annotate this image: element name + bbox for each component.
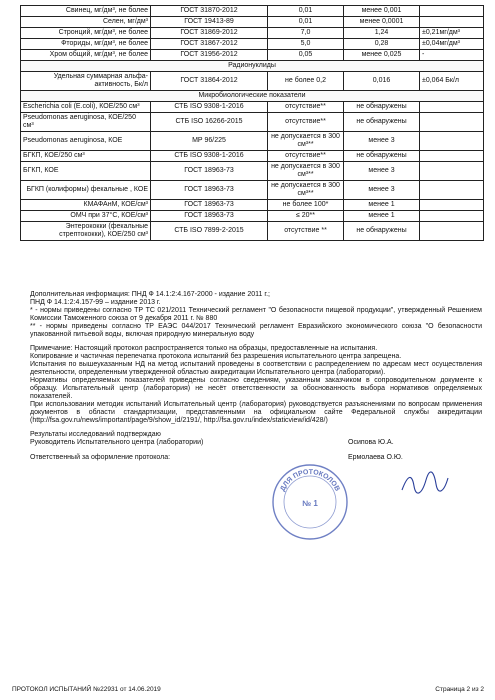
test-method: ГОСТ 19413-89	[151, 17, 268, 28]
uncertainty-value: ±0,21мг/дм³	[420, 28, 484, 39]
uncertainty-value	[420, 102, 484, 113]
result-value: не обнаружены	[344, 151, 420, 162]
section-row	[21, 91, 484, 102]
result-value: менее 3	[344, 132, 420, 151]
indicator-name: Селен, мг/дм³	[21, 17, 151, 28]
norm-value: ≤ 20**	[268, 211, 344, 222]
indicator-name: Энтерококки (фекальные стрептококки), КОЕ/250 см³	[21, 222, 151, 241]
results-table	[20, 5, 484, 241]
norm-value: не допускается в 300 см³**	[268, 132, 344, 151]
stamp-top-text: ДЛЯ ПРОТОКОЛОВ	[279, 468, 341, 493]
uncertainty-value	[420, 6, 484, 17]
norm-value: отсутствие**	[268, 102, 344, 113]
indicator-name: Свинец, мг/дм³, не более	[21, 6, 151, 17]
table-row	[21, 113, 484, 132]
norm-value: 0,05	[268, 50, 344, 61]
result-value: 1,24	[344, 28, 420, 39]
uncertainty-value: -	[420, 50, 484, 61]
result-value: 0,28	[344, 39, 420, 50]
footnote-double-star: ** - нормы приведены согласно ТР ЕАЭС 044/2017 Технический регламент Евразийского экономического союза "О безопасности упакованной питьевой воды, включая природную минеральную воду	[30, 323, 482, 338]
page-number: Страница 2 из 2	[435, 686, 484, 693]
table-row	[21, 72, 484, 91]
uncertainty-value	[420, 151, 484, 162]
uncertainty-value	[420, 17, 484, 28]
test-method: СТБ ISO 9308-1-2016	[151, 151, 268, 162]
indicator-name: БГКП (колиформы) фекальные , КОЕ	[21, 181, 151, 200]
confirmation-line: Результаты исследований подтверждаю	[30, 431, 161, 438]
result-value: не обнаружены	[344, 222, 420, 241]
handwritten-signature	[400, 470, 450, 496]
test-method: СТБ ISO 9308-1-2016	[151, 102, 268, 113]
uncertainty-value	[420, 113, 484, 132]
indicator-name: Хром общий, мг/дм³, не более	[21, 50, 151, 61]
test-method: ГОСТ 18963-73	[151, 211, 268, 222]
table-row	[21, 132, 484, 151]
stamp-number: № 1	[302, 499, 318, 508]
table-row	[21, 102, 484, 113]
norm-value: не допускается в 300 см³**	[268, 181, 344, 200]
indicator-name: Фториды, мг/дм³, не более	[21, 39, 151, 50]
test-method: МР 96/225	[151, 132, 268, 151]
norm-value: отсутствие**	[268, 151, 344, 162]
section-row	[21, 61, 484, 72]
methods-paragraph: При использовании методик испытаний Испытательный центр (лаборатория) руководствуется разъяснениями по вопросам применения документов в области стандартизации, представленными на официальном сайте Федеральной службы аккредитации (http://fsa.gov.ru/news/important/page/9/show_id/2191/, http://fsa.gov.ru/index/staticview/id/428/)	[30, 401, 482, 424]
indicator-name: ОМЧ при 37°С, КОЕ/см³	[21, 211, 151, 222]
indicator-name: Pseudomonas aeruginosa, КОЕ/250 см³	[21, 113, 151, 132]
result-value: не обнаружены	[344, 102, 420, 113]
remark-paragraph: Примечание: Настоящий протокол распространяется только на образцы, предоставленные на испытания.	[30, 345, 378, 352]
footnote-single-star: * - нормы приведены согласно ТР ТС 021/2011 Технический регламент "О безопасности пищевой продукции", утвержденный Решением Комиссии Таможенного союза от 9 декабря 2011 г. № 880	[30, 307, 482, 322]
uncertainty-value: ±0,04мг/дм³	[420, 39, 484, 50]
table-row	[21, 222, 484, 241]
table-row	[21, 211, 484, 222]
test-method: ГОСТ 31870-2012	[151, 6, 268, 17]
table-row	[21, 17, 484, 28]
test-method: СТБ ISO 16266-2015	[151, 113, 268, 132]
norm-value: 0,01	[268, 17, 344, 28]
uncertainty-value	[420, 181, 484, 200]
result-value: менее 1	[344, 211, 420, 222]
norm-value: 5,0	[268, 39, 344, 50]
norm-value: 0,01	[268, 6, 344, 17]
indicator-name: Удельная суммарная альфа-активность, Бк/л	[21, 72, 151, 91]
test-method: ГОСТ 18963-73	[151, 181, 268, 200]
section-heading-microbiology: Микробиологические показатели	[21, 91, 484, 102]
result-value: не обнаружены	[344, 113, 420, 132]
protocol-number: ПРОТОКОЛ ИСПЫТАНИЙ №22931 от 14.06.2019	[12, 686, 161, 693]
uncertainty-value	[420, 162, 484, 181]
indicator-name: КМАФАнМ, КОЕ/см³	[21, 200, 151, 211]
result-value: менее 3	[344, 181, 420, 200]
head-label: Руководитель Испытательного центра (лаборатории)	[30, 439, 204, 446]
uncertainty-value	[420, 222, 484, 241]
result-value: менее 0,001	[344, 6, 420, 17]
head-name: Осипова Ю.А.	[348, 439, 394, 446]
uncertainty-value	[420, 211, 484, 222]
test-method: ГОСТ 18963-73	[151, 200, 268, 211]
table-row	[21, 200, 484, 211]
table-row	[21, 39, 484, 50]
head-signature-row	[30, 439, 482, 448]
indicator-name: БГКП, КОЕ	[21, 162, 151, 181]
test-method: ГОСТ 31956-2012	[151, 50, 268, 61]
indicator-name: БГКП, КОЕ/250 см³	[21, 151, 151, 162]
table-row	[21, 151, 484, 162]
table-row	[21, 6, 484, 17]
responsible-name: Ермолаева О.Ю.	[348, 454, 403, 461]
indicator-name: Pseudomonas aeruginosa, КОЕ	[21, 132, 151, 151]
section-heading-radionuclides: Радионуклиды	[21, 61, 484, 72]
table-row	[21, 28, 484, 39]
uncertainty-value: ±0,064 Бк/л	[420, 72, 484, 91]
tests-paragraph: Испытания по вышеуказанным НД на метод испытаний проведены в соответствии с распределением по адресам мест осуществления деятельности, определенным утвержденной областью аккредитации Испытательного центра (лаборатории).	[30, 361, 482, 376]
responsible-label: Ответственный за оформление протокола:	[30, 454, 171, 461]
result-value: менее 0,0001	[344, 17, 420, 28]
norm-value: не допускается в 300 см³**	[268, 162, 344, 181]
result-value: менее 3	[344, 162, 420, 181]
round-stamp	[270, 462, 350, 542]
indicator-name: Стронций, мг/дм³, не более	[21, 28, 151, 39]
uncertainty-value	[420, 200, 484, 211]
result-value: менее 0,025	[344, 50, 420, 61]
uncertainty-value	[420, 132, 484, 151]
protocol-notes	[30, 291, 482, 463]
test-method: ГОСТ 31864-2012	[151, 72, 268, 91]
norm-value: 7,0	[268, 28, 344, 39]
additional-info-line: ПНД Ф 14.1:2:4.157-99 – издание 2013 г.	[30, 299, 161, 306]
test-method: ГОСТ 31869-2012	[151, 28, 268, 39]
result-value: 0,016	[344, 72, 420, 91]
table-row	[21, 162, 484, 181]
norm-value: не более 0,2	[268, 72, 344, 91]
test-method: ГОСТ 18963-73	[151, 162, 268, 181]
test-method: СТБ ISO 7899-2-2015	[151, 222, 268, 241]
norm-value: отсутствие**	[268, 113, 344, 132]
result-value: менее 1	[344, 200, 420, 211]
indicator-name: Escherichia coli (E.coli), КОЕ/250 см³	[21, 102, 151, 113]
table-row	[21, 181, 484, 200]
responsible-signature-row	[30, 454, 482, 463]
table-row	[21, 50, 484, 61]
norms-paragraph: Нормативы определяемых показателей приведены согласно сведениям, указанным заказчиком в сопроводительном документе к образцу. Испытательный центр (лаборатория) не несёт ответственности за обоснованность выбора нормативов определяемых показателей.	[30, 377, 482, 400]
test-method: ГОСТ 31867-2012	[151, 39, 268, 50]
copy-restriction: Копирование и частичная перепечатка протокола испытаний без разрешения испытательного центра запрещена.	[30, 353, 402, 360]
norm-value: отсутствие **	[268, 222, 344, 241]
additional-info-line: Дополнительная информация: ПНД Ф 14.1:2:4.167-2000 - издание 2011 г.;	[30, 291, 270, 298]
norm-value: не более 100*	[268, 200, 344, 211]
